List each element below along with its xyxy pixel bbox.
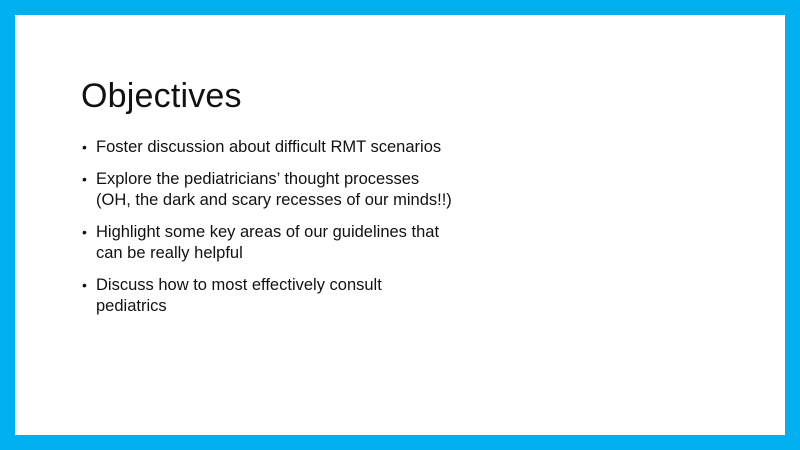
bullet-text-continued: pediatrics [96,297,167,315]
bullet-icon: • [82,139,87,155]
bullet-text: Foster discussion about difficult RMT scenarios [96,138,442,156]
bullet-text: Discuss how to most effectively consult [96,276,382,294]
slide [15,15,785,435]
bullet-item [82,169,482,211]
bullet-item [82,222,482,264]
bullet-icon: • [82,171,87,187]
bullet-list [82,137,482,328]
bullet-text: Explore the pediatricians’ thought processes [96,170,420,188]
bullet-item [82,275,482,317]
bullet-text-continued: (OH, the dark and scary recesses of our minds!!) [96,191,452,209]
bullet-text: Highlight some key areas of our guidelines that [96,223,440,241]
bullet-item [82,137,482,158]
bullet-icon: • [82,277,87,293]
bullet-text-continued: can be really helpful [96,244,243,262]
slide-title: Objectives [81,77,242,115]
bullet-icon: • [82,224,87,240]
